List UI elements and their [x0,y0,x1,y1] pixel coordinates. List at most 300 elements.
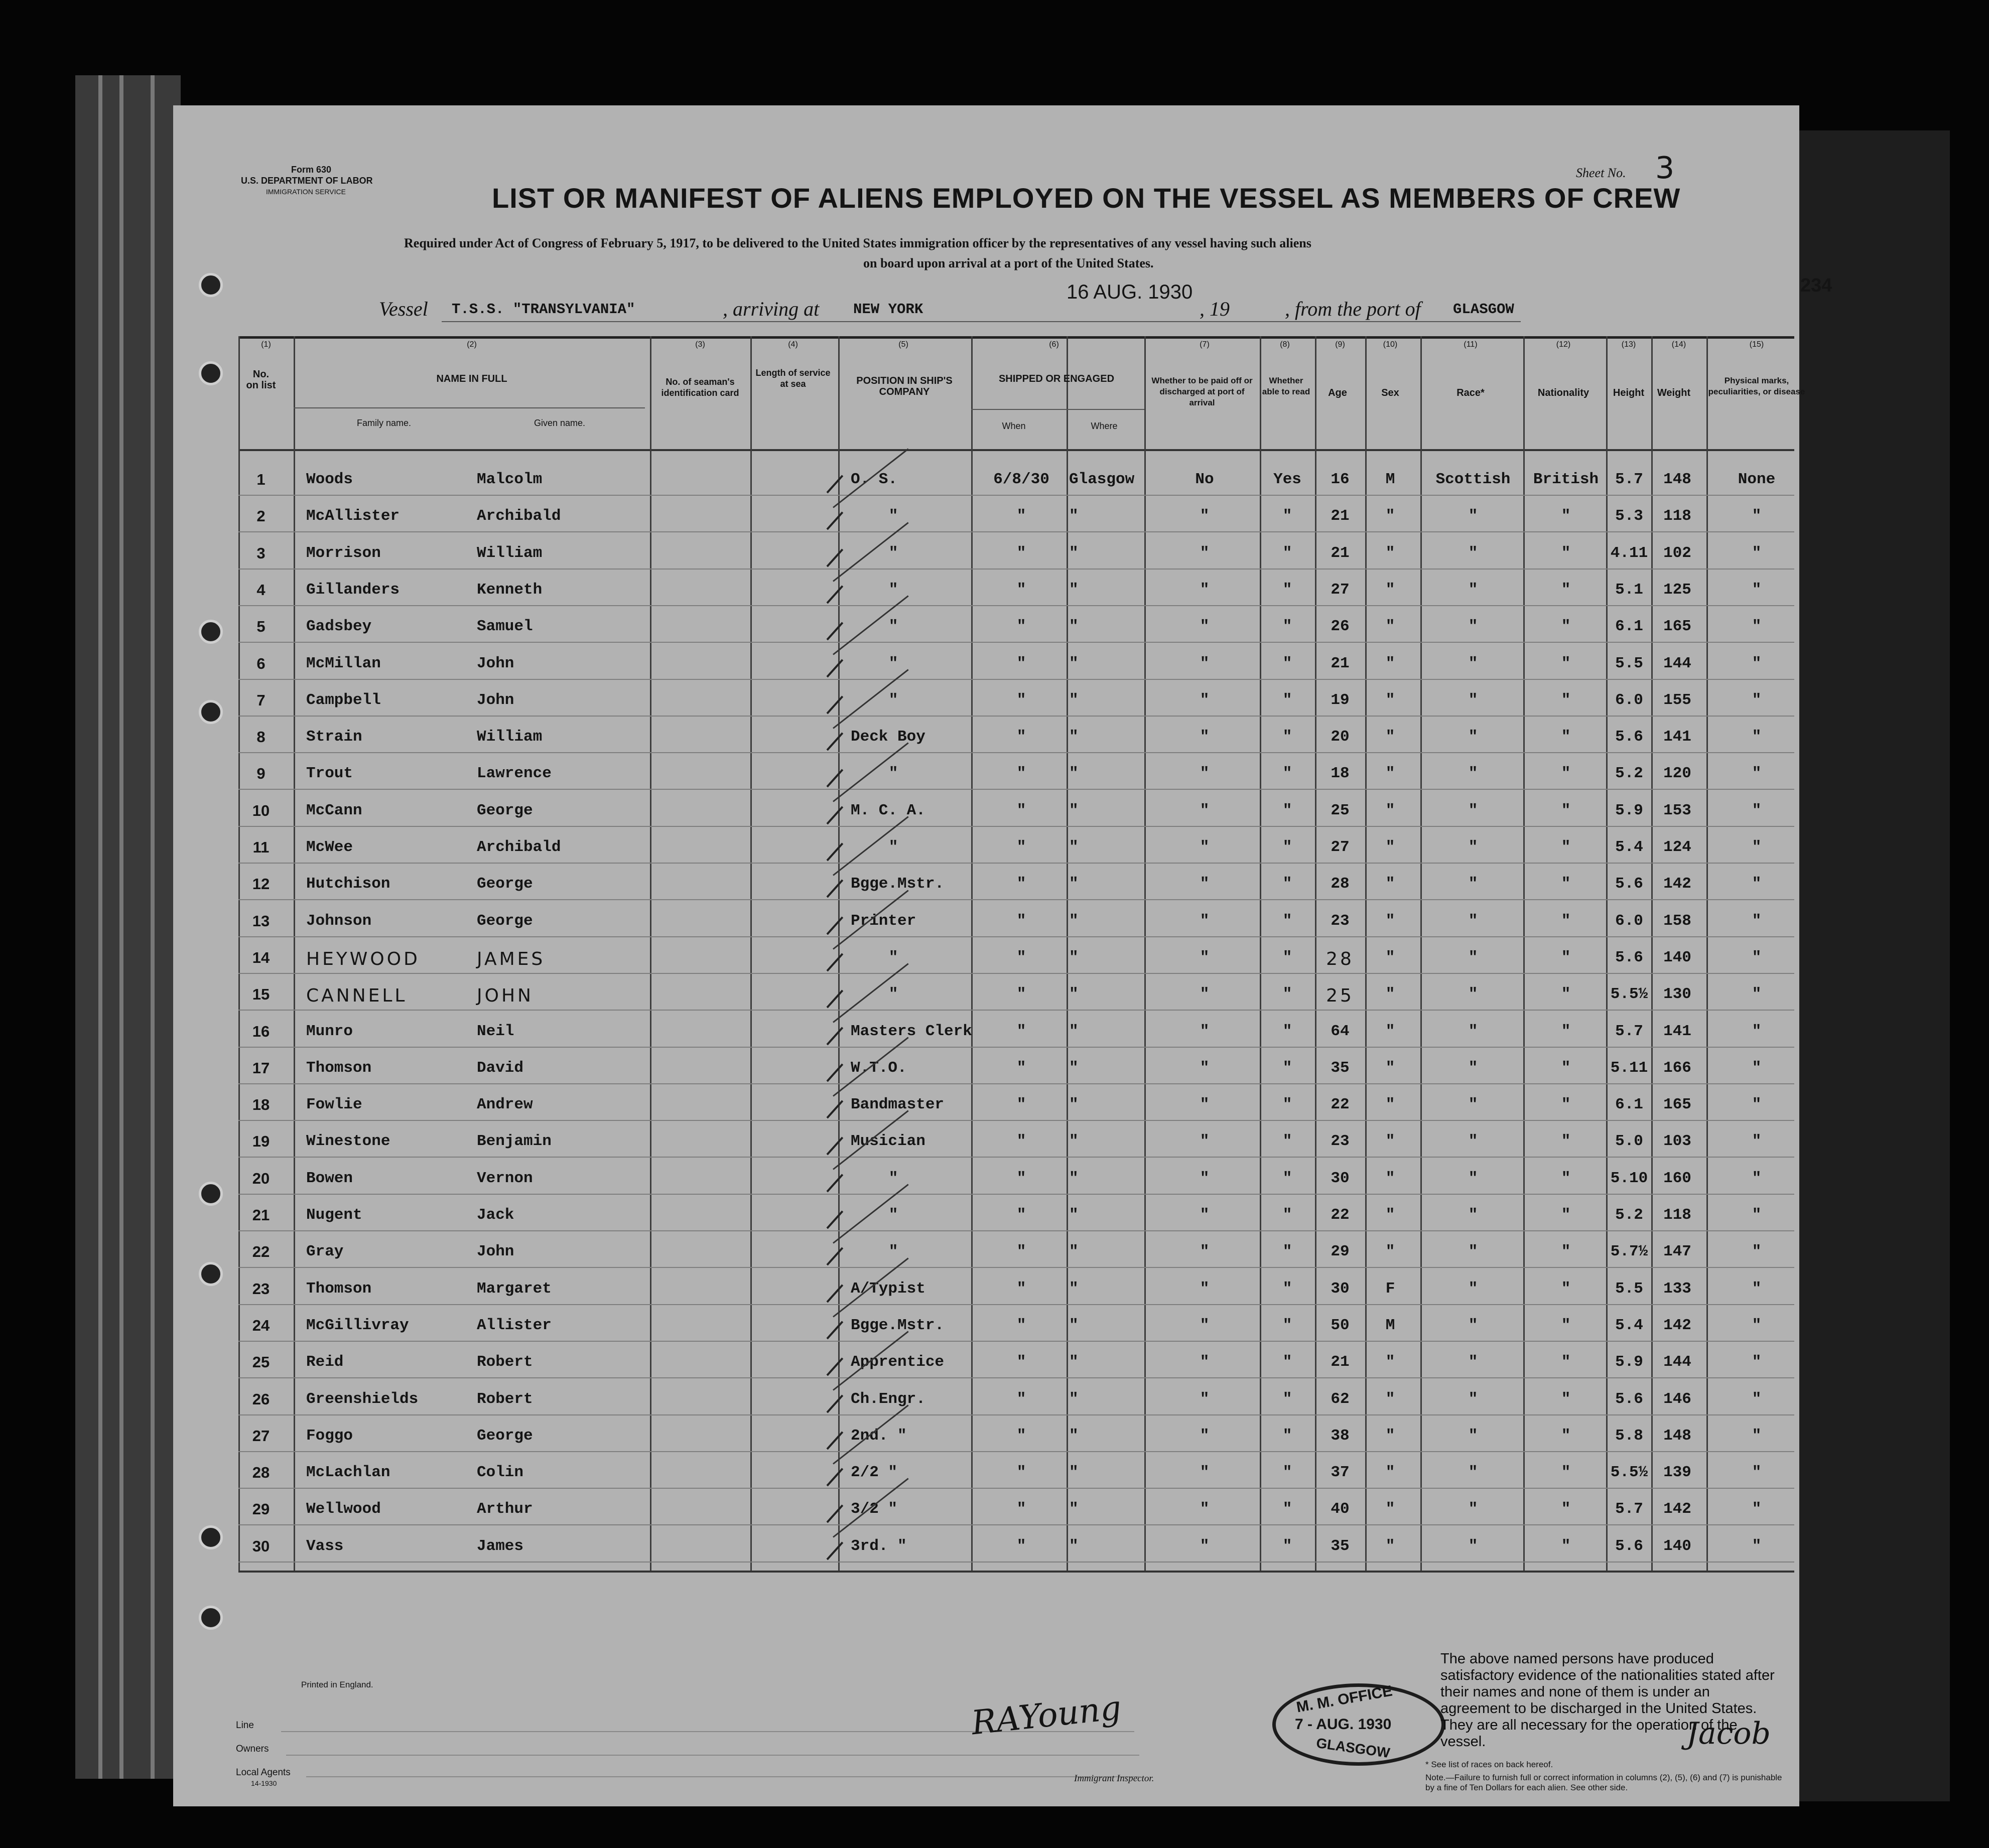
race: " [1468,1464,1478,1482]
given-name: George [477,1427,533,1445]
weight: 148 [1663,471,1691,488]
given-name: Colin [477,1464,524,1482]
sex: " [1385,1243,1395,1261]
shipped-when: " [1016,1464,1026,1482]
family-name: Woods [306,471,353,488]
height: 6.1 [1615,618,1643,636]
shipped-where: " [1069,654,1079,672]
family-name: Morrison [306,544,381,562]
nationality: " [1561,691,1571,709]
family-name: Johnson [306,912,372,930]
paid-off: " [1200,581,1210,599]
row-number: 15 [252,985,270,1004]
height: 5.9 [1615,801,1643,819]
column-rule [750,336,752,1571]
height: 5.7½ [1610,1243,1648,1261]
height: 5.5½ [1610,1464,1648,1482]
column-number: (1) [261,340,271,349]
row-rule [238,899,1794,900]
race: " [1468,728,1478,746]
family-name: Munro [306,1022,353,1040]
weight: 139 [1663,1464,1691,1482]
shipped-where: " [1069,1132,1079,1151]
age: 30 [1331,1280,1350,1298]
header-marks: Physical marks, peculiarities, or disease [1708,376,1805,396]
height: 5.7 [1615,1500,1643,1518]
given-name: Kenneth [477,581,543,599]
sex: " [1385,838,1395,856]
age: 30 [1331,1169,1350,1187]
family-name: HEYWOOD [306,948,420,969]
able-to-read: " [1282,1427,1292,1445]
shipped-when: " [1016,838,1026,856]
physical-marks: " [1752,1353,1762,1371]
able-to-read: " [1282,728,1292,746]
sex: " [1385,1096,1395,1114]
weight: 124 [1663,838,1691,856]
row-rule [238,1047,1794,1048]
row-number: 29 [252,1500,270,1518]
given-name: James [477,1537,524,1555]
position: M. C. A. [851,801,925,819]
age: 50 [1331,1316,1350,1334]
physical-marks: " [1752,838,1762,856]
row-number: 11 [252,838,270,856]
spine-line [151,75,155,1779]
page-number: 234 [1800,275,1832,296]
service-label: IMMIGRATION SERVICE [266,188,346,196]
owners-label: Owners [236,1744,269,1754]
physical-marks: " [1752,1096,1762,1114]
nationality: " [1561,1280,1571,1298]
row-rule [238,863,1794,864]
given-name: George [477,912,533,930]
weight: 140 [1663,948,1691,966]
age: 29 [1331,1243,1350,1261]
paid-off: " [1200,1353,1210,1371]
weight: 144 [1663,1353,1691,1371]
able-to-read: " [1282,507,1292,525]
sex: " [1385,801,1395,819]
column-rule [1067,336,1068,1571]
given-name: Margaret [477,1280,552,1298]
row-number: 22 [252,1243,270,1261]
header-length-service: Length of service at sea [755,368,831,389]
shipped-where: " [1069,838,1079,856]
declaration: The above named persons have produced satisfactory evidence of the nationalities stated after their names and none of them is under an agreement to be discharged in the United States. They are all necessary for the operation of the vessel. [1440,1651,1775,1750]
age: 37 [1331,1464,1350,1482]
sex: " [1385,1537,1395,1555]
nationality: " [1561,912,1571,930]
age: 40 [1331,1500,1350,1518]
position: Apprentice [851,1353,945,1371]
height: 5.6 [1615,1390,1643,1408]
physical-marks: " [1752,618,1762,636]
sex: " [1385,544,1395,562]
race-note: * See list of races on back hereof. [1425,1760,1553,1769]
height: 5.3 [1615,507,1643,525]
position: Bgge.Mstr. [851,1316,945,1334]
column-number: (4) [788,340,798,349]
physical-marks: " [1752,654,1762,672]
position: " [888,948,898,966]
nationality: " [1561,985,1571,1004]
height: 5.10 [1610,1169,1648,1187]
physical-marks: " [1752,1243,1762,1261]
sex: F [1385,1280,1395,1298]
shipped-where: Glasgow [1069,471,1135,488]
position: " [888,618,898,636]
able-to-read: " [1282,1206,1292,1224]
nationality: " [1561,1500,1571,1518]
physical-marks: " [1752,1537,1762,1555]
position: Bandmaster [851,1096,945,1114]
row-number: 4 [256,581,266,599]
row-number: 13 [252,912,270,930]
shipped-when: " [1016,912,1026,930]
height: 5.2 [1615,1206,1643,1224]
row-number: 25 [252,1353,270,1371]
binder-hole-icon [199,1606,223,1630]
sex: " [1385,1169,1395,1187]
position: " [888,765,898,783]
column-rule [1420,336,1422,1571]
penalty-note: Note.—Failure to furnish full or correct information in columns (2), (5), (6) and (7) is punishable by a fine of Ten Dollars for each alien. See other side. [1425,1773,1782,1792]
shipped-where: " [1069,765,1079,783]
physical-marks: " [1752,691,1762,709]
nationality: " [1561,581,1571,599]
shipped-when: " [1016,1390,1026,1408]
able-to-read: " [1282,581,1292,599]
given-name: Malcolm [477,471,543,488]
column-rule [1144,336,1146,1571]
row-number: 6 [256,654,266,672]
binder-hole-icon [199,1525,223,1549]
height: 6.1 [1615,1096,1643,1114]
position: " [888,985,898,1004]
header-family-name: Family name. [356,418,412,428]
row-number: 1 [256,471,266,488]
physical-marks: " [1752,1169,1762,1187]
position: " [888,691,898,709]
weight: 158 [1663,912,1691,930]
race: " [1468,801,1478,819]
age: 21 [1331,1353,1350,1371]
physical-marks: " [1752,1500,1762,1518]
able-to-read: " [1282,801,1292,819]
given-name: Allister [477,1316,552,1334]
binder-hole-icon [199,1262,223,1286]
inspector-label: Immigrant Inspector. [1074,1773,1154,1784]
shipped-where: " [1069,948,1079,966]
position: " [888,507,898,525]
shipped-where: " [1069,507,1079,525]
family-name: Nugent [306,1206,362,1224]
family-name: Campbell [306,691,381,709]
header-shipped: SHIPPED OR ENGAGED [998,373,1115,384]
able-to-read: " [1282,875,1292,893]
weight: 166 [1663,1059,1691,1077]
shipped-where: " [1069,912,1079,930]
weight: 153 [1663,801,1691,819]
race: " [1468,1390,1478,1408]
physical-marks: " [1752,1132,1762,1151]
shipped-where: " [1069,1353,1079,1371]
race: " [1468,654,1478,672]
form-number: Form 630 [291,165,332,175]
nationality: " [1561,1464,1571,1482]
given-name: John [477,654,514,672]
physical-marks: " [1752,765,1762,783]
row-rule [238,1230,1794,1231]
shipped-when: " [1016,1280,1026,1298]
age: 28 [1331,875,1350,893]
race: " [1468,875,1478,893]
given-name: Archibald [477,838,561,856]
sheet-number: 3 [1655,151,1677,186]
sex: " [1385,1022,1395,1040]
paid-off: " [1200,1243,1210,1261]
nationality: " [1561,1022,1571,1040]
row-rule [238,789,1794,790]
family-name: Vass [306,1537,344,1555]
column-rule [971,336,973,1571]
row-number: 30 [252,1537,270,1555]
family-name: McWee [306,838,353,856]
paid-off: " [1200,1537,1210,1555]
nationality: " [1561,765,1571,783]
able-to-read: " [1282,691,1292,709]
printed-note: Printed in England. [301,1680,373,1689]
able-to-read: " [1282,544,1292,562]
age: 20 [1331,728,1350,746]
height: 5.2 [1615,765,1643,783]
nationality: " [1561,1243,1571,1261]
physical-marks: " [1752,801,1762,819]
race: Scottish [1435,471,1511,488]
height: 5.6 [1615,948,1643,966]
height: 5.4 [1615,838,1643,856]
able-to-read: " [1282,948,1292,966]
weight: 165 [1663,1096,1691,1114]
weight: 165 [1663,618,1691,636]
height: 4.11 [1610,544,1648,562]
weight: 142 [1663,1500,1691,1518]
column-number: (12) [1556,340,1571,349]
able-to-read: " [1282,1464,1292,1482]
row-rule [238,1157,1794,1158]
given-name: Jack [477,1206,514,1224]
race: " [1468,1169,1478,1187]
physical-marks: " [1752,1206,1762,1224]
position: O. S. [851,471,898,488]
header-nationality: Nationality [1537,387,1589,398]
age: 22 [1331,1206,1350,1224]
race: " [1468,1243,1478,1261]
height: 5.5 [1615,654,1643,672]
sex: " [1385,618,1395,636]
nationality: " [1561,875,1571,893]
shipped-where: " [1069,1169,1079,1187]
shipped-when: " [1016,691,1026,709]
family-name: Greenshields [306,1390,419,1408]
row-number: 28 [252,1464,270,1482]
shipped-where: " [1069,1427,1079,1445]
column-number: (10) [1383,340,1398,349]
sex: " [1385,1353,1395,1371]
header-race: Race* [1456,387,1485,398]
physical-marks: None [1738,471,1776,488]
race: " [1468,544,1478,562]
row-rule [238,1267,1794,1268]
shipped-when: " [1016,1206,1026,1224]
weight: 147 [1663,1243,1691,1261]
shipped-when: " [1016,1022,1026,1040]
given-name: Benjamin [477,1132,552,1151]
family-name: McAllister [306,507,400,525]
height: 5.11 [1610,1059,1648,1077]
weight: 142 [1663,875,1691,893]
age: 18 [1331,765,1350,783]
race: " [1468,618,1478,636]
position: A/Typist [851,1280,925,1298]
row-number: 16 [252,1022,270,1040]
physical-marks: " [1752,544,1762,562]
physical-marks: " [1752,1427,1762,1445]
age: 35 [1331,1059,1350,1077]
height: 5.6 [1615,728,1643,746]
sex: M [1385,471,1395,488]
sex: " [1385,1464,1395,1482]
spine-line [98,75,102,1779]
nationality: British [1533,471,1599,488]
age: 23 [1331,1132,1350,1151]
row-rule [238,1010,1794,1011]
row-rule [238,568,1794,570]
sheet-label: Sheet No. [1576,166,1626,180]
family-name: Thomson [306,1059,372,1077]
physical-marks: " [1752,1059,1762,1077]
race: " [1468,765,1478,783]
nationality: " [1561,544,1571,562]
physical-marks: " [1752,1464,1762,1482]
nationality: " [1561,1537,1571,1555]
row-rule [238,1488,1794,1489]
sex: " [1385,1206,1395,1224]
header-position: POSITION IN SHIP'S COMPANY [856,375,953,397]
given-name: David [477,1059,524,1077]
page-title: LIST OR MANIFEST OF ALIENS EMPLOYED ON THE VESSEL AS MEMBERS OF CREW [492,182,1681,214]
family-name: Strain [306,728,362,746]
table-header-rule [238,449,1794,451]
row-rule [238,531,1794,532]
position: " [888,838,898,856]
binder-hole-icon [199,273,223,297]
height: 6.0 [1615,912,1643,930]
age: 26 [1331,618,1350,636]
able-to-read: " [1282,765,1292,783]
paid-off: " [1200,1500,1210,1518]
row-number: 8 [256,728,266,746]
race: " [1468,507,1478,525]
shipped-when: " [1016,1537,1026,1555]
able-to-read: " [1282,1132,1292,1151]
shipped-when: " [1016,948,1026,966]
paid-off: " [1200,1169,1210,1187]
race: " [1468,1316,1478,1334]
column-number: (11) [1464,340,1478,349]
physical-marks: " [1752,728,1762,746]
row-number: 10 [252,801,270,819]
race: " [1468,1022,1478,1040]
physical-marks: " [1752,1022,1762,1040]
paid-off: " [1200,507,1210,525]
shipped-when: " [1016,1500,1026,1518]
row-number: 27 [252,1427,270,1445]
height: 5.8 [1615,1427,1643,1445]
age: 38 [1331,1427,1350,1445]
shipped-where: " [1069,985,1079,1004]
race: " [1468,985,1478,1004]
row-rule [238,1414,1794,1415]
position: Ch.Engr. [851,1390,925,1408]
column-number: (6) [1049,340,1059,349]
shipped-where: " [1069,544,1079,562]
paid-off: " [1200,1059,1210,1077]
column-rule [294,336,295,1571]
shipped-when: " [1016,544,1026,562]
shipped-when: " [1016,765,1026,783]
nationality: " [1561,1059,1571,1077]
age: 64 [1331,1022,1350,1040]
height: 5.5 [1615,1280,1643,1298]
header-where: Where [1091,421,1118,431]
binder-hole-icon [199,700,223,724]
shipped-when: " [1016,618,1026,636]
weight: 120 [1663,765,1691,783]
weight: 141 [1663,1022,1691,1040]
column-rule [1315,336,1316,1571]
weight: 125 [1663,581,1691,599]
paid-off: " [1200,1464,1210,1482]
able-to-read: " [1282,838,1292,856]
age: 21 [1331,544,1350,562]
next-page-edge [1799,130,1950,1801]
given-name: Robert [477,1390,533,1408]
height: 5.1 [1615,581,1643,599]
paid-off: " [1200,1022,1210,1040]
given-name: Archibald [477,507,561,525]
header-name-in-full: NAME IN FULL [436,373,507,384]
weight: 118 [1663,507,1691,525]
shipped-where: " [1069,1390,1079,1408]
shipped-where: " [1069,801,1079,819]
vessel-label: Vessel [379,298,428,320]
given-name: George [477,801,533,819]
departure-port: GLASGOW [1453,301,1514,318]
shipped-when: " [1016,1427,1026,1445]
able-to-read: " [1282,654,1292,672]
column-number: (14) [1671,340,1686,349]
able-to-read: " [1282,1537,1292,1555]
race: " [1468,581,1478,599]
paid-off: " [1200,948,1210,966]
office-stamp [1272,1683,1445,1766]
header-id-card: No. of seaman's identification card [661,377,739,398]
weight: 103 [1663,1132,1691,1151]
family-name: Bowen [306,1169,353,1187]
race: " [1468,1096,1478,1114]
